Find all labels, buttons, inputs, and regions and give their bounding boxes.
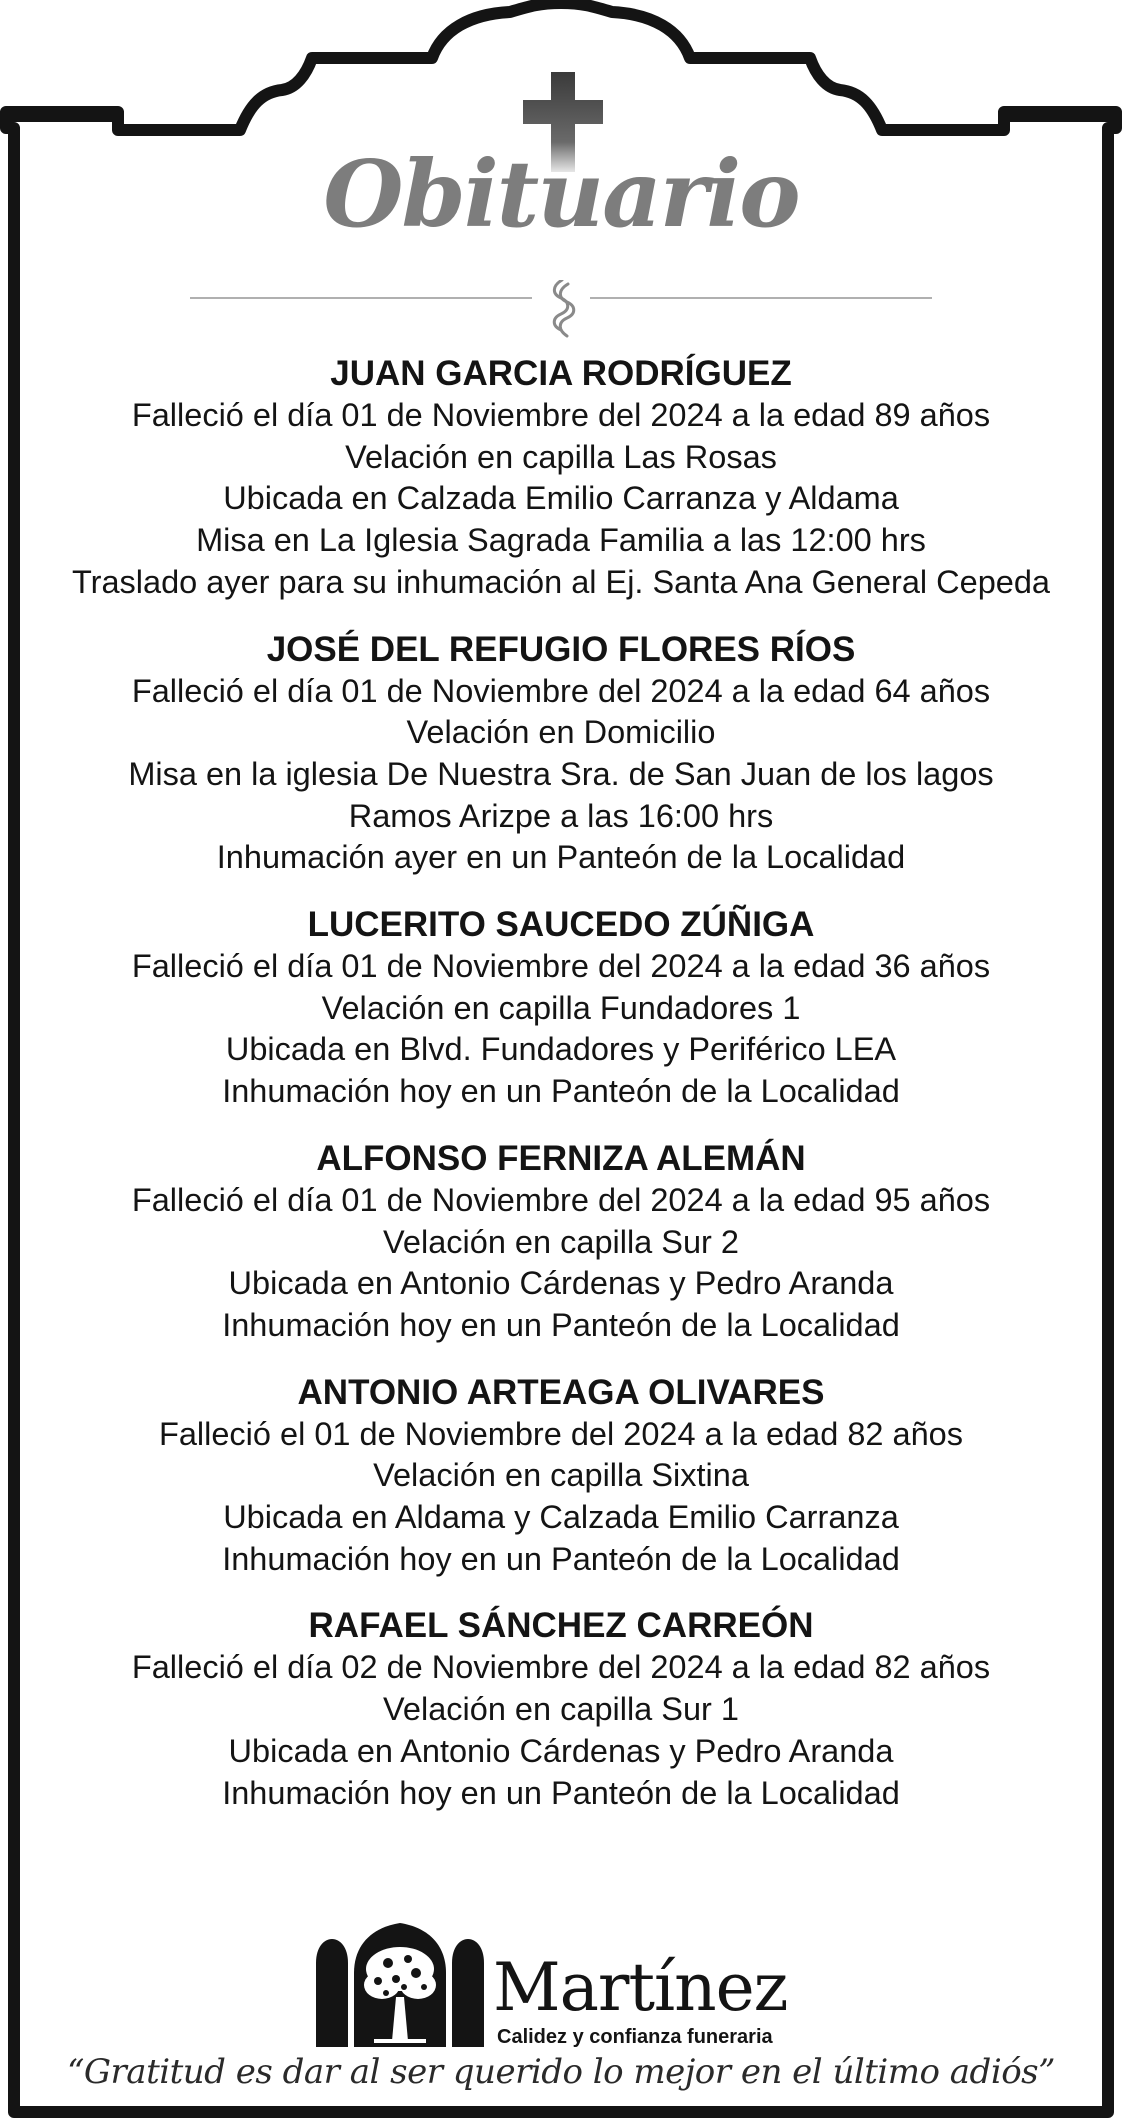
page-title: Obituario: [323, 140, 799, 248]
title-divider: [190, 280, 932, 340]
entry-line: Velación en Domicilio: [406, 714, 716, 751]
entry-line: Ramos Arizpe a las 16:00 hrs: [348, 797, 774, 834]
deceased-name: ANTONIO ARTEAGA OLIVARES: [297, 1372, 825, 1412]
entry-line: Velación en capilla Sixtina: [373, 1457, 749, 1494]
obituary-entry: [20, 1604, 1102, 1814]
entry-line: Velación en capilla Sur 2: [383, 1223, 739, 1260]
entry-line: Ubicada en Blvd. Fundadores y Periférico LEA: [225, 1031, 897, 1068]
deceased-name: JUAN GARCIA RODRÍGUEZ: [330, 354, 792, 393]
entry-line: Inhumación hoy en un Panteón de la Localidad: [222, 1774, 900, 1811]
entry-line: Falleció el día 02 de Noviembre del 2024 a la edad 82 años: [131, 1649, 991, 1686]
entry-line: Inhumación hoy en un Panteón de la Localidad: [222, 1540, 900, 1577]
deceased-name: RAFAEL SÁNCHEZ CARREÓN: [308, 1606, 814, 1646]
entry-line: Ubicada en Calzada Emilio Carranza y Aldama: [223, 480, 899, 517]
funeral-home-name: Martínez: [493, 1949, 788, 2026]
entry-line: Falleció el día 01 de Noviembre del 2024 a la edad 64 años: [131, 672, 991, 709]
obituary-entry: [20, 628, 1102, 880]
entry-line: Velación en capilla Fundadores 1: [321, 989, 801, 1026]
entry-line: Falleció el 01 de Noviembre del 2024 a la edad 82 años: [158, 1415, 963, 1452]
deceased-name: LUCERITO SAUCEDO ZÚÑIGA: [307, 905, 815, 945]
funeral-home-tagline: Calidez y confianza funeraria: [497, 2026, 773, 2048]
entry-line: Inhumación hoy en un Panteón de la Localidad: [222, 1306, 900, 1343]
entry-line: Falleció el día 01 de Noviembre del 2024 a la edad 36 años: [131, 948, 991, 985]
entry-line: Velación en capilla Las Rosas: [345, 438, 777, 475]
entry-line: Falleció el día 01 de Noviembre del 2024 a la edad 89 años: [131, 397, 991, 433]
entry-line: Inhumación ayer en un Panteón de la Localidad: [216, 839, 906, 876]
obituary-entry: [20, 1371, 1102, 1581]
obituary-entry: [20, 352, 1102, 604]
obituary-entry: [20, 903, 1102, 1113]
deceased-name: ALFONSO FERNIZA ALEMÁN: [316, 1138, 806, 1178]
entry-line: Misa en La Iglesia Sagrada Familia a las 12:00 hrs: [196, 522, 926, 559]
entry-line: Inhumación hoy en un Panteón de la Localidad: [222, 1073, 900, 1110]
chapel-tree-logo: [316, 1923, 484, 2047]
entry-line: Ubicada en Antonio Cárdenas y Pedro Aranda: [228, 1732, 894, 1769]
entry-line: Velación en capilla Sur 1: [383, 1691, 739, 1728]
entry-line: Ubicada en Antonio Cárdenas y Pedro Aranda: [228, 1265, 894, 1302]
entry-line: Misa en la iglesia De Nuestra Sra. de San Juan de los lagos: [128, 755, 994, 792]
deceased-name: JOSÉ DEL REFUGIO FLORES RÍOS: [266, 629, 856, 669]
scroll-ornament-icon: [554, 280, 574, 336]
entry-line: Traslado ayer para su inhumación al Ej. Santa Ana General Cepeda: [72, 563, 1050, 600]
entry-line: Ubicada en Aldama y Calzada Emilio Carranza: [223, 1499, 899, 1536]
closing-quote: “Gratitud es dar al ser querido lo mejor en el último adiós”: [67, 2052, 1055, 2092]
entry-line: Falleció el día 01 de Noviembre del 2024 a la edad 95 años: [131, 1181, 991, 1218]
obituary-list: [20, 352, 1102, 1838]
obituary-entry: [20, 1137, 1102, 1347]
